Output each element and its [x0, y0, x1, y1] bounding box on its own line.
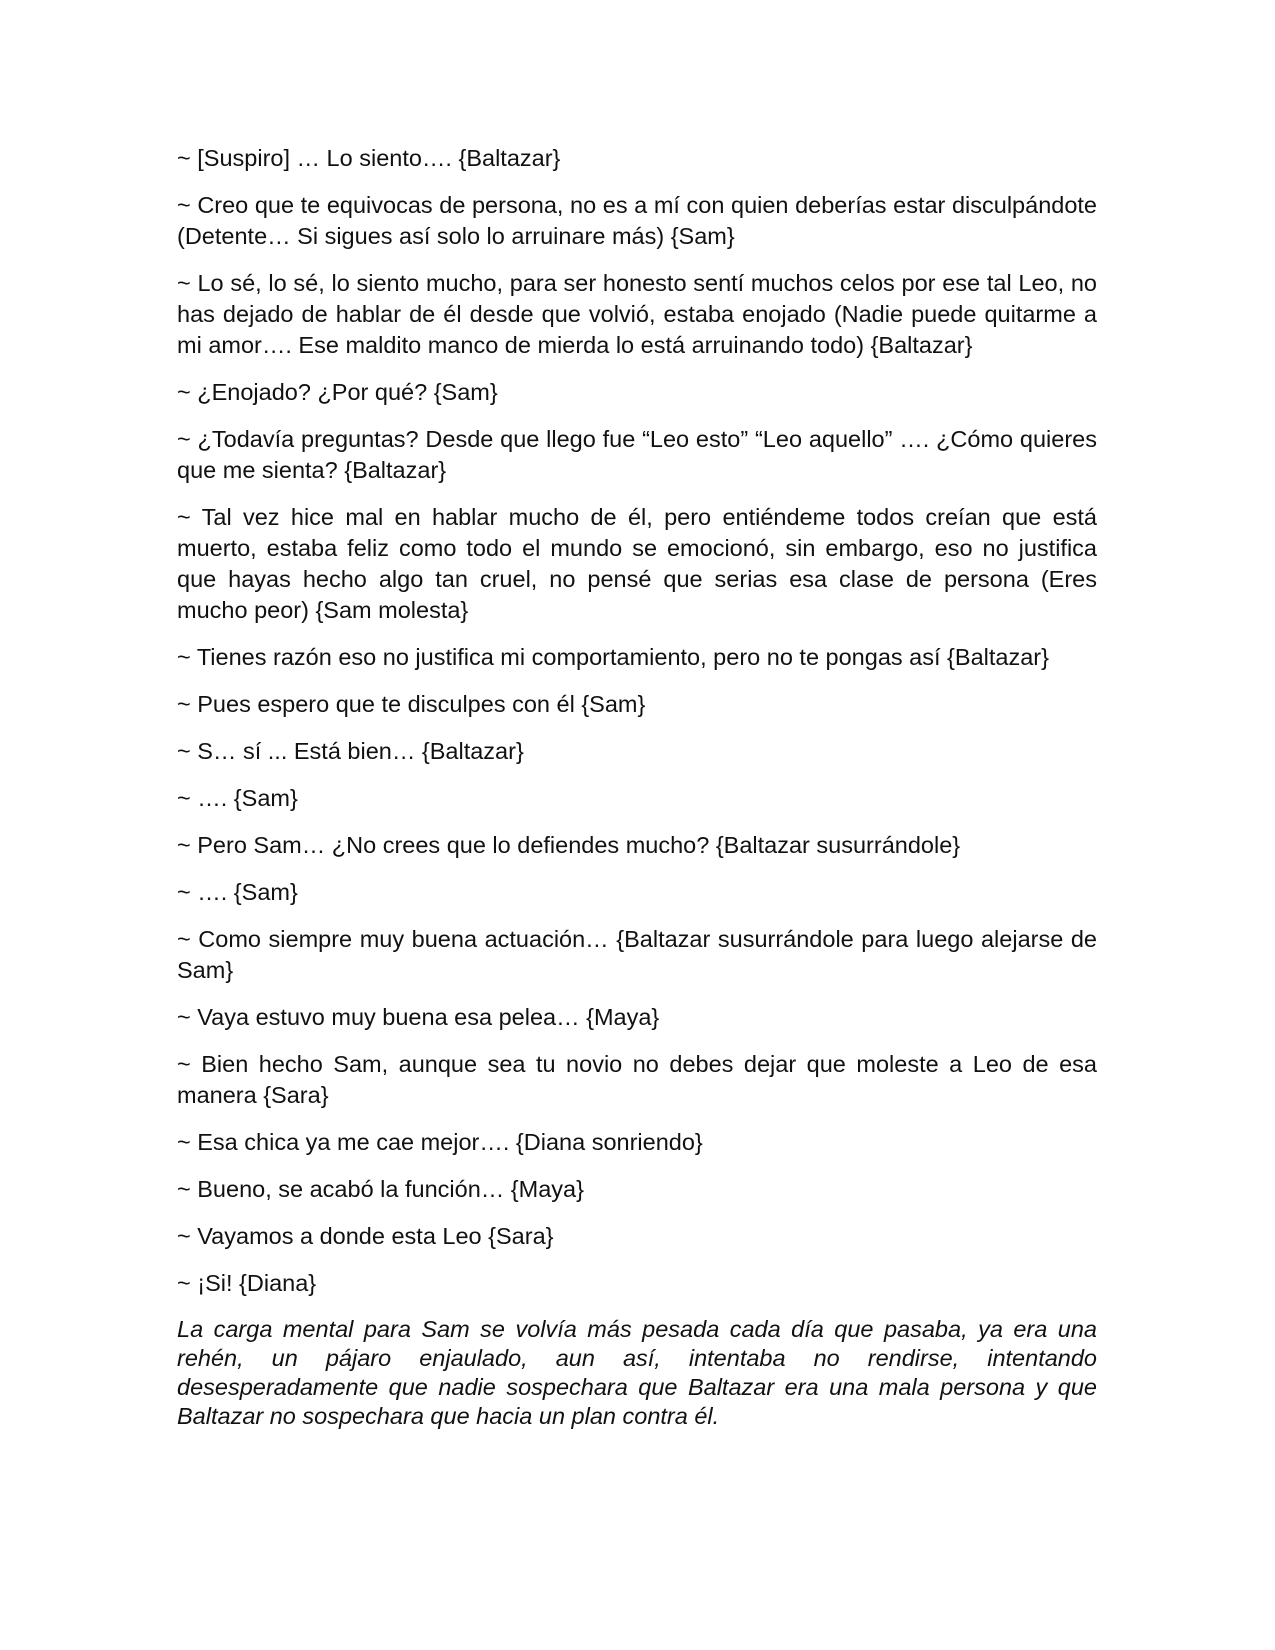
- dialogue-line: ~ ¿Todavía preguntas? Desde que llego fue “Leo esto” “Leo aquello” …. ¿Cómo quieres que me sienta? {Baltazar}: [177, 426, 1097, 483]
- dialogue-line: ~ …. {Sam}: [177, 785, 298, 811]
- dialogue-line: ~ Creo que te equivocas de persona, no es a mí con quien deberías estar disculpándote (Detente… Si sigues así solo lo arruinare más) {Sam}: [177, 192, 1097, 249]
- dialogue-line: ~ Lo sé, lo sé, lo siento mucho, para ser honesto sentí muchos celos por ese tal Leo, no has dejado de hablar de él desde que volvió, estaba enojado (Nadie puede quitarme a mi amor…. Ese maldito manco de mierda lo está arruinando todo) {Baltazar}: [177, 270, 1097, 358]
- dialogue-line: ~ …. {Sam}: [177, 879, 298, 905]
- dialogue-line: ~ [Suspiro] … Lo siento…. {Baltazar}: [177, 145, 561, 171]
- dialogue-line: ~ Pues espero que te disculpes con él {Sam}: [177, 691, 646, 717]
- dialogue-line: ~ Vayamos a donde esta Leo {Sara}: [177, 1223, 554, 1249]
- dialogue-line: ~ ¡Si! {Diana}: [177, 1270, 317, 1296]
- dialogue-line: ~ Esa chica ya me cae mejor…. {Diana sonriendo}: [177, 1129, 703, 1155]
- narration-paragraph: La carga mental para Sam se volvía más pesada cada día que pasaba, ya era una rehén, un pájaro enjaulado, aun así, intentaba no rendirse, intentando desesperadamente que nadie sospechara que Baltazar era una mala persona y que Baltazar no sospechara que hacia un plan contra él.: [177, 1316, 1097, 1429]
- dialogue-line: ~ S… sí ... Está bien… {Baltazar}: [177, 738, 524, 764]
- dialogue-line: ~ Bien hecho Sam, aunque sea tu novio no debes dejar que moleste a Leo de esa manera {Sara}: [177, 1051, 1097, 1108]
- dialogue-line: ~ Como siempre muy buena actuación… {Baltazar susurrándole para luego alejarse de Sam}: [177, 926, 1097, 983]
- dialogue-line: ~ ¿Enojado? ¿Por qué? {Sam}: [177, 379, 498, 405]
- dialogue-line: ~ Tienes razón eso no justifica mi comportamiento, pero no te pongas así {Baltazar}: [177, 644, 1049, 670]
- document-page: [177, 143, 1097, 1447]
- dialogue-line: ~ Tal vez hice mal en hablar mucho de él, pero entiéndeme todos creían que está muerto, estaba feliz como todo el mundo se emocionó, sin embargo, eso no justifica que hayas hecho algo tan cruel, no pensé que serias esa clase de persona (Eres mucho peor) {Sam molesta}: [177, 504, 1097, 623]
- dialogue-line: ~ Bueno, se acabó la función… {Maya}: [177, 1176, 584, 1202]
- dialogue-line: ~ Vaya estuvo muy buena esa pelea… {Maya}: [177, 1004, 660, 1030]
- dialogue-line: ~ Pero Sam… ¿No crees que lo defiendes mucho? {Baltazar susurrándole}: [177, 832, 961, 858]
